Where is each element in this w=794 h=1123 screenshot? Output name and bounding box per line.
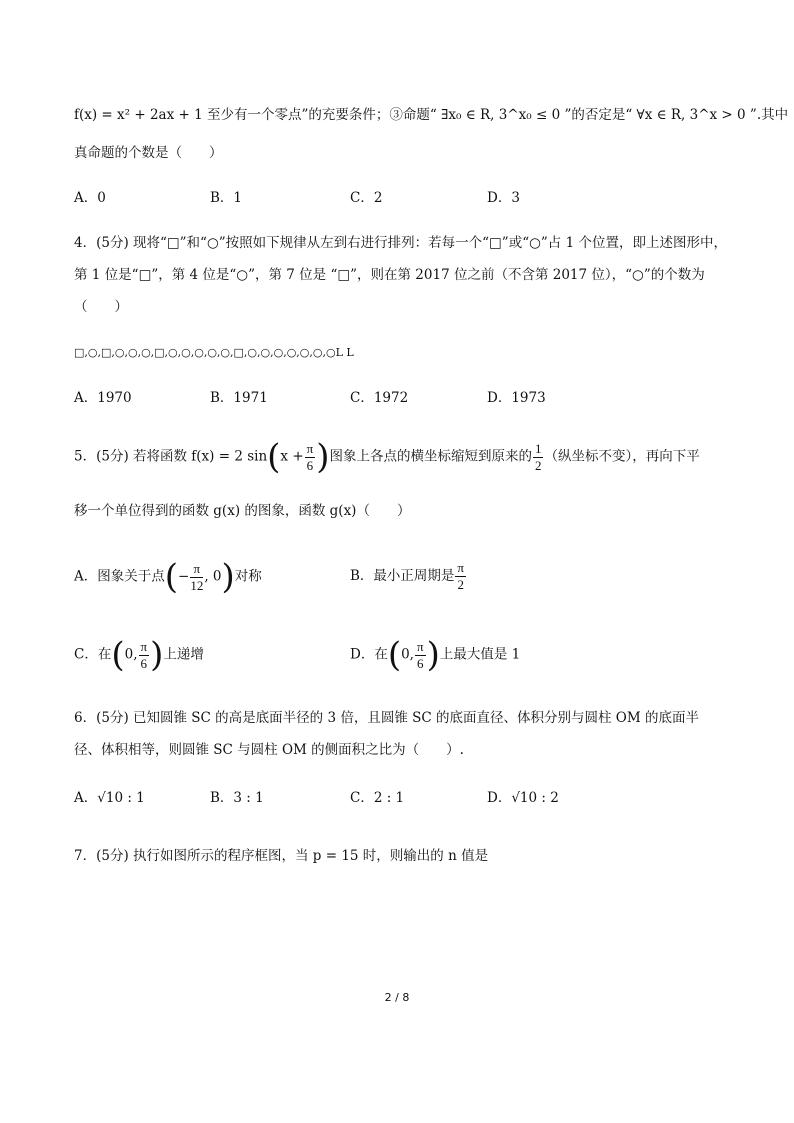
denominator: 2 bbox=[534, 457, 542, 473]
q3-option-a: A．0 bbox=[74, 190, 106, 206]
numerator: π bbox=[306, 440, 314, 456]
q4-option-a: A．1970 bbox=[74, 390, 132, 406]
q5-opt-a-post: 对称 bbox=[234, 568, 262, 585]
q5-opt-a-pre: A．图象关于点 bbox=[74, 568, 165, 585]
q7-line-1: 7．(5分) 执行如图所示的程序框图，当 p = 15 时，则输出的 n 值是 bbox=[74, 848, 489, 864]
numerator: π bbox=[416, 638, 424, 654]
q4-pattern: □,○,□,○,○,○,□,○,○,○,○,○,□,○,○,○,○,○,○,○L L bbox=[74, 346, 354, 359]
numerator: π bbox=[190, 561, 203, 578]
q5-x-plus: x + bbox=[280, 448, 304, 465]
denominator: 12 bbox=[190, 577, 204, 593]
q4-line-2: 第 1 位是“□”，第 4 位是“○”，第 7 位是 “□”，则在第 2017 位之前（不含第 2017 位），“○”的个数为 bbox=[74, 267, 705, 283]
q5-text-post: （纵坐标不变），再向下平 bbox=[544, 448, 700, 465]
q4-line-3: （ ） bbox=[74, 299, 128, 315]
q5-line-2: 移一个单位得到的函数 g(x) 的图象，函数 g(x)（ ） bbox=[74, 503, 411, 519]
denominator: 6 bbox=[140, 655, 148, 671]
denominator: 6 bbox=[306, 457, 314, 473]
numerator: π bbox=[457, 560, 464, 575]
paren-right: ) bbox=[316, 437, 330, 477]
page-number: 2 / 8 bbox=[384, 991, 410, 1004]
q4-option-b: B．1971 bbox=[210, 390, 268, 406]
q3-line-1: f(x) = x² + 2ax + 1 至少有一个零点”的充要条件；③命题“ ∃x₀ ∈ R, 3^x₀ ≤ 0 ”的否定是“ ∀x ∈ R, 3^x > 0 ”.其中 bbox=[74, 107, 789, 123]
paren-left: ( bbox=[387, 635, 402, 675]
q3-line-2: 真命题的个数是（ ） bbox=[74, 145, 223, 161]
denominator: 6 bbox=[417, 655, 424, 671]
q5-opt-c-pre: C．在 bbox=[74, 646, 112, 663]
q4-line-1: 4．(5分) 现将“□”和“○”按照如下规律从左到右进行排列：若每一个“□”或“○”占 1 个位置，即上述图形中， bbox=[74, 235, 727, 251]
paren-right: ) bbox=[150, 635, 164, 675]
paren-left: ( bbox=[267, 437, 281, 477]
paren-left: ( bbox=[111, 635, 125, 675]
q5-text-pre: 5．(5分) 若将函数 f(x) = 2 sin bbox=[74, 448, 268, 465]
q5-opt-a-zero: , 0 bbox=[204, 568, 222, 585]
paren-right: ) bbox=[221, 557, 235, 597]
fraction-one-half bbox=[533, 441, 544, 474]
q3-option-b: B．1 bbox=[210, 190, 243, 206]
fraction-pi-over-6 bbox=[305, 441, 316, 474]
q5-option-c bbox=[74, 635, 204, 675]
q6-option-d: D．√10 : 2 bbox=[487, 790, 559, 806]
paren-left: ( bbox=[164, 557, 179, 597]
q5-opt-b-pre: B．最小正周期是 bbox=[350, 568, 455, 584]
fraction-pi-over-2 bbox=[455, 560, 466, 593]
numerator: 1 bbox=[534, 440, 542, 456]
q5-option-a bbox=[74, 557, 262, 597]
q4-option-c: C．1972 bbox=[350, 390, 409, 406]
q5-opt-d-zero: 0, bbox=[401, 646, 414, 663]
q5-option-d bbox=[350, 635, 521, 675]
q5-line-1 bbox=[74, 437, 742, 477]
fraction-pi-over-6 bbox=[415, 639, 426, 672]
q5-opt-d-pre: D．在 bbox=[350, 646, 388, 663]
q3-option-c: C．2 bbox=[350, 190, 383, 206]
q5-opt-d-post: 上最大值是 1 bbox=[439, 646, 521, 663]
q3-option-d: D．3 bbox=[487, 190, 520, 206]
q5-opt-c-post: 上递增 bbox=[163, 646, 204, 663]
q5-text-mid: 图象上各点的横坐标缩短到原来的 bbox=[329, 448, 532, 465]
minus-sign: − bbox=[178, 568, 190, 585]
fraction-pi-over-12 bbox=[190, 561, 203, 594]
numerator: π bbox=[140, 638, 148, 654]
fraction-pi-over-6 bbox=[139, 639, 150, 672]
denominator: 2 bbox=[457, 577, 464, 592]
q5-opt-c-zero: 0, bbox=[124, 646, 138, 663]
q4-option-d: D．1973 bbox=[487, 390, 546, 406]
q5-option-b bbox=[350, 560, 467, 593]
q6-line-1: 6．(5分) 已知圆锥 SC 的高是底面半径的 3 倍，且圆锥 SC 的底面直径、体积分别与圆柱 OM 的底面半 bbox=[74, 710, 699, 726]
paren-right: ) bbox=[426, 635, 440, 675]
q6-option-a: A．√10 : 1 bbox=[74, 790, 145, 806]
q6-line-2: 径、体积相等，则圆锥 SC 与圆柱 OM 的侧面积之比为（ ）. bbox=[74, 742, 464, 758]
q6-option-b: B．3 : 1 bbox=[210, 790, 264, 806]
q6-option-c: C．2 : 1 bbox=[350, 790, 405, 806]
